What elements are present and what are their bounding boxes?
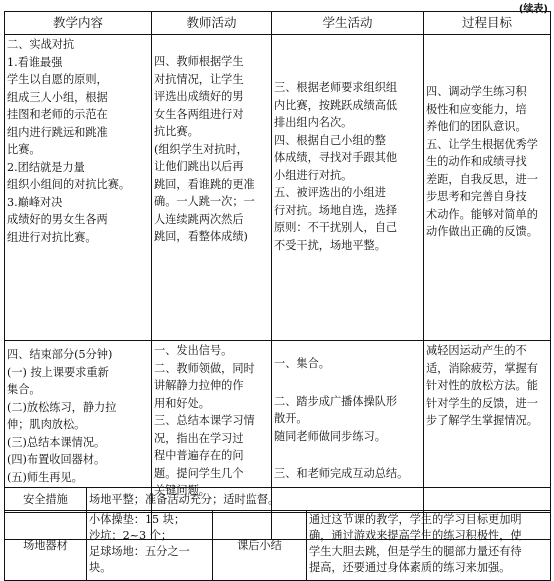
content-line: 组成三人小组，根据 <box>7 90 108 104</box>
student-line: 行对抗。场地自选，选择 <box>274 203 398 217</box>
content-line: (三)总结本课情况。 <box>7 435 106 449</box>
student-line: 随同老师做同步练习。 <box>274 429 386 443</box>
goal-line: 减轻因运动产生的不 <box>426 344 527 357</box>
content-line: 挂图和老师的示范在 <box>7 108 108 121</box>
content-line: 比赛。 <box>7 143 41 156</box>
content-line: 学生以自愿的原则， <box>7 73 108 86</box>
student-line: 排出组内名次。 <box>274 116 353 129</box>
lesson-equipment-table <box>4 510 551 581</box>
teacher-line: 况，指出在学习过 <box>154 431 244 445</box>
goal-line: 极性和应变能力，培 <box>426 102 527 116</box>
teacher-line: 跳回，看整体成绩) <box>154 230 248 243</box>
summary-line: 提高，还要通过身体素质的练习来加强。 <box>309 561 511 574</box>
teacher-line: 程中普遍存在的问 <box>154 449 244 462</box>
content-line: 成绩好的男女生各两 <box>7 213 108 226</box>
header-student: 学生活动 <box>272 12 424 35</box>
equipment-item: 沙坑：2~3 个； <box>89 529 173 542</box>
content-line: (五)师生再见。 <box>7 470 83 484</box>
summary-label: 课后小结 <box>213 511 307 581</box>
student-line: 原则：不干扰别人，自己 <box>274 221 398 234</box>
student-line: 三、根据老师要求组织组 <box>274 81 398 94</box>
student-line: 小组进行对抗。 <box>274 168 353 182</box>
lesson-plan-table <box>4 11 551 540</box>
safety-text: 场地平整；准备活动充分；适时监督。 <box>87 488 551 513</box>
content-line: 组织小组间的对抗比赛。 <box>7 178 131 191</box>
summary-line: 学生大胆去跳，但是学生的腿部力量还有待 <box>309 545 522 558</box>
goal-line: 针对学生的反馈，进一 <box>426 396 538 410</box>
student-line: 不受干扰，场地平整。 <box>274 238 386 252</box>
teacher-line: 关键问题。 <box>154 484 210 497</box>
header-goal: 过程目标 <box>424 12 551 35</box>
student-line: 散开。 <box>274 412 308 425</box>
goal-line: 步思考和完善自身技 <box>426 190 527 203</box>
practice-goal-cell <box>424 35 551 341</box>
teacher-line: 让他们跳出以后再 <box>154 160 244 173</box>
student-line: 三、和老师完成互动总结。 <box>274 467 409 480</box>
header-teacher: 教师活动 <box>152 12 272 35</box>
content-line: 四、结束部分(5分钟) <box>7 348 113 361</box>
teacher-line: 讲解静力拉伸的作 <box>154 379 244 392</box>
summary-line: 确，通过游戏来提高学生的练习积极性，使 <box>309 529 522 542</box>
summary-line: 通过这节课的教学，学生的学习目标更加明 <box>309 513 522 526</box>
teacher-line: 二、教师领做，同时 <box>154 361 255 375</box>
goal-line: 针对性的放松方法。能 <box>426 379 538 392</box>
practice-teacher-cell <box>152 35 272 341</box>
header-row <box>5 12 551 35</box>
content-line: 1.看谁最强 <box>7 55 63 69</box>
teacher-line: 四、教师根据学生 <box>154 55 244 68</box>
practice-row <box>5 35 551 341</box>
teacher-line: 一、发出信号。 <box>154 344 233 357</box>
practice-content-cell <box>5 35 152 341</box>
equipment-item: 足球场地：五分之一 <box>89 545 190 558</box>
content-line: 集合。 <box>7 383 41 396</box>
teacher-line: 人连续跳两次然后 <box>154 212 244 226</box>
continued-label: (续表) <box>518 4 548 15</box>
teacher-line: 题。提问学生几个 <box>154 466 244 480</box>
content-line: (一) 按上课要求重新 <box>7 365 109 379</box>
goal-line: 养他们的团队意识。 <box>426 120 527 133</box>
summary-cell <box>307 511 551 581</box>
content-line: 伸；肌肉放松。 <box>7 418 86 431</box>
student-line: 一、集合。 <box>274 357 330 370</box>
safety-label: 安全措施 <box>5 488 87 513</box>
equipment-label: 场地器材 <box>5 511 87 581</box>
teacher-line: 评选出成绩好的男 <box>154 90 244 103</box>
content-line: 2.团结就是力量 <box>7 160 85 174</box>
goal-line: 差距，自我反思，进一 <box>426 172 538 186</box>
header-content: 教学内容 <box>5 12 152 35</box>
teacher-line: 抗比赛。 <box>154 125 199 138</box>
student-line: 体成绩，寻找对手跟其他 <box>274 151 398 164</box>
content-line: (二)放松练习，静力拉 <box>7 400 117 414</box>
goal-line: 四、调动学生练习积 <box>426 85 527 98</box>
teacher-line: 用和好处。 <box>154 396 210 410</box>
practice-student-cell <box>272 35 424 341</box>
teacher-line: 确。一人跳一次；一 <box>154 195 255 208</box>
student-line: 二、踏步成广播体操队形 <box>274 394 398 408</box>
equipment-item: 小体操垫：15 块； <box>89 513 186 526</box>
teacher-line: 三、总结本课学习情 <box>154 414 255 427</box>
goal-line: 生的动作和成绩寻找 <box>426 155 527 168</box>
content-line: 组内进行跳远和跳准 <box>7 125 108 139</box>
student-line: 四、根据自己小组的整 <box>274 133 386 147</box>
student-line: 内比赛，按跳跃成绩高低 <box>274 98 398 112</box>
goal-line: 五、让学生根据优秀学 <box>426 137 538 151</box>
content-line: (四)布置收回器材。 <box>7 453 106 466</box>
equipment-row <box>5 511 551 581</box>
student-line: 五、被评选出的小组进 <box>274 186 386 199</box>
goal-line: 适，消除疲劳，掌握有 <box>426 361 538 375</box>
content-line: 二、实战对抗 <box>7 38 75 51</box>
goal-line: 步了解学生掌握情况。 <box>426 414 538 427</box>
teacher-line: 女生各两组进行对 <box>154 107 244 121</box>
goal-line: 术动作。能够对简单的 <box>426 207 538 221</box>
goal-line: 动作做出正确的反馈。 <box>426 225 538 238</box>
content-line: 3.巅峰对决 <box>7 195 63 209</box>
content-line: 组进行对抗比赛。 <box>7 230 97 244</box>
equipment-list-cell <box>87 511 213 581</box>
safety-row <box>5 488 551 513</box>
teacher-line: 跳回，看谁跳的更准 <box>154 177 255 191</box>
teacher-line: 对抗情况，让学生 <box>154 72 244 86</box>
equipment-item: 块。 <box>89 561 112 574</box>
teacher-line: (组织学生对抗时， <box>154 142 248 156</box>
